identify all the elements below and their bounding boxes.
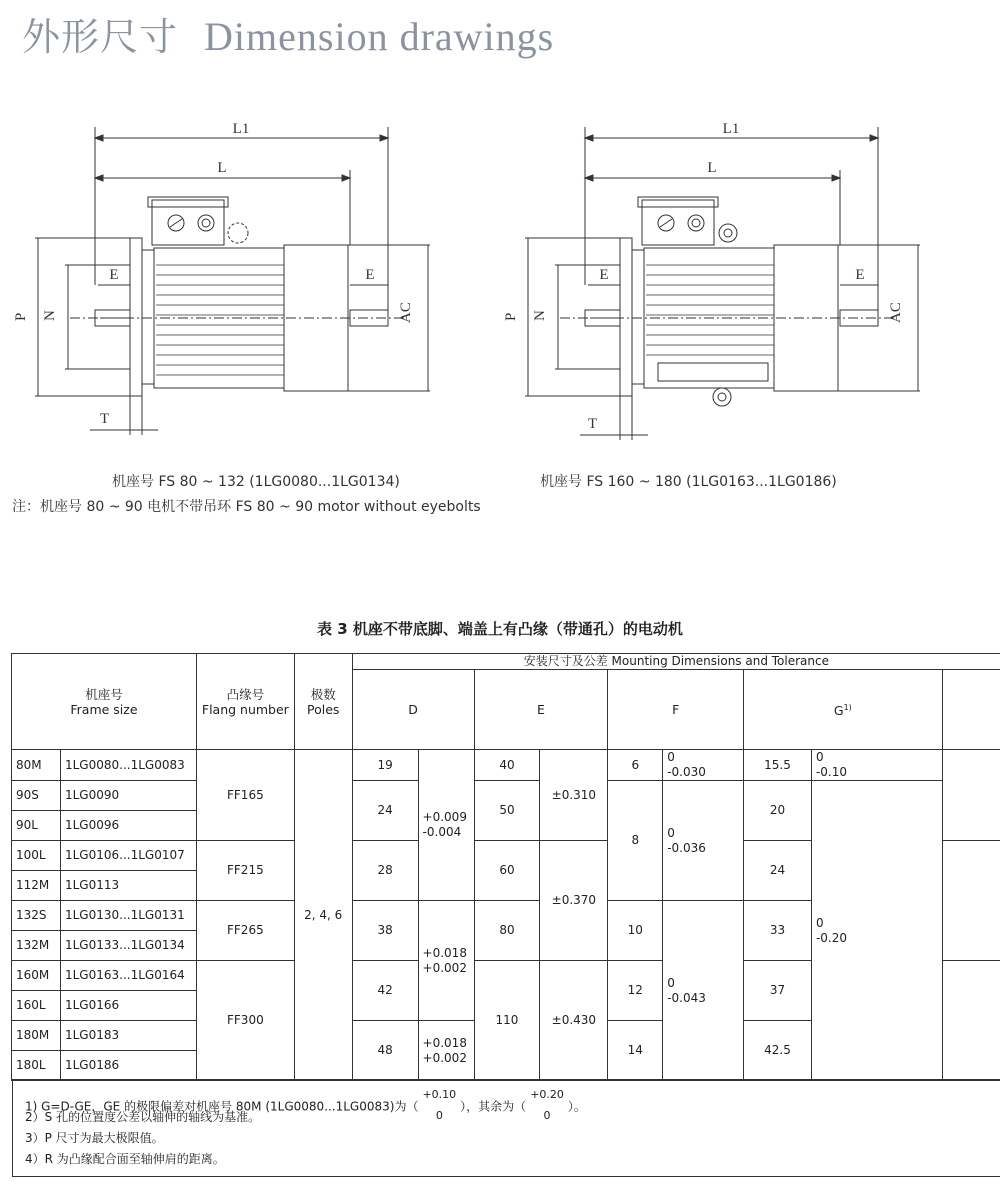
header-mounting: 安装尺寸及公差 Mounting Dimensions and Tolerance	[352, 654, 1000, 670]
dim-e-right: E	[365, 267, 375, 283]
caption-left: 机座号 FS 80 ~ 132 (1LG0080...1LG0134)	[112, 474, 400, 490]
table-row: 132S 1LG0130...1LG0131 FF265 38 +0.018 +0.002 80 10 0 -0.043 33	[12, 901, 1000, 931]
drawing-fs80-132	[10, 105, 450, 445]
header-extra	[942, 670, 1000, 750]
table-row: 100L 1LG0106...1LG0107 FF215 28 60 ±0.370 24	[12, 841, 1000, 871]
table-row: 160M 1LG0163...1LG0164 FF300 42 110 ±0.430 12 37	[12, 961, 1000, 991]
drawing-fs160-180	[500, 105, 940, 445]
dim-ac: AC	[398, 302, 414, 323]
tolerance-fraction: +0.10 0	[422, 1088, 457, 1122]
dim-l1-label: L1	[722, 121, 740, 137]
table-row: 180M 1LG0183 48 +0.018 +0.002 14 42.5	[12, 1021, 1000, 1051]
note-3: 3）P 尺寸为最大极限值。	[25, 1131, 164, 1145]
header-poles: 极数 Poles	[294, 654, 352, 750]
title-en: Dimension drawings	[204, 14, 555, 59]
table-row: 90S 1LG0090 24 50 8 0 -0.036 20 0 -0.20	[12, 781, 1000, 811]
table-row: 160L 1LG0166	[12, 991, 1000, 1021]
header-flange: 凸缘号 Flang number	[196, 654, 294, 750]
header-e: E	[474, 670, 608, 750]
table-notes	[12, 1079, 1000, 1177]
note-1: 1) G=D-GE，GE 的极限偏差对机座号 80M (1LG0080...1LG0083)为（ +0.10 0 ），其余为（ +0.20 0 ）。	[25, 1086, 1000, 1107]
dim-e-left: E	[599, 267, 609, 283]
tolerance-fraction: +0.20 0	[530, 1088, 564, 1122]
drawing-note: 注：机座号 80 ~ 90 电机不带吊环 FS 80 ~ 90 motor without eyebolts	[12, 499, 481, 515]
table-row: 90L 1LG0096	[12, 811, 1000, 841]
dim-n: N	[532, 310, 548, 321]
page-title	[22, 6, 554, 61]
table-row: 132M 1LG0133...1LG0134	[12, 931, 1000, 961]
dim-ac: AC	[888, 302, 904, 323]
table-row: 180L 1LG0186	[12, 1051, 1000, 1081]
caption-right: 机座号 FS 160 ~ 180 (1LG0163...1LG0186)	[540, 474, 837, 490]
header-frame: 机座号 Frame size	[12, 654, 197, 750]
table-row: 80M 1LG0080...1LG0083 FF165 2, 4, 6 19 +0.009 -0.004 40 ±0.310 6 0 -0.030 15.5 0 -0.10	[12, 750, 1000, 781]
header-d: D	[352, 670, 474, 750]
dim-t: T	[588, 416, 598, 432]
dim-l-label: L	[217, 160, 227, 176]
dim-l-label: L	[707, 160, 717, 176]
dim-p: P	[503, 312, 519, 321]
dim-n: N	[42, 310, 58, 321]
table-caption: 表 3 机座不带底脚、端盖上有凸缘（带通孔）的电动机	[317, 620, 683, 638]
note-2: 2）S 孔的位置度公差以轴伸的轴线为基准。	[25, 1110, 261, 1124]
dim-t: T	[100, 411, 110, 427]
dim-e-right: E	[855, 267, 865, 283]
note-4: 4）R 为凸缘配合面至轴伸肩的距离。	[25, 1152, 225, 1166]
header-row-1	[12, 654, 1000, 670]
dim-l1-label: L1	[232, 121, 250, 137]
dim-e-left: E	[109, 267, 119, 283]
header-g: $G^{1)}$	[744, 670, 943, 750]
title-cn: 外形尺寸	[22, 15, 179, 59]
dimension-table	[11, 653, 1000, 1081]
dim-p: P	[13, 312, 29, 321]
header-f: F	[608, 670, 744, 750]
table-row: 112M 1LG0113	[12, 871, 1000, 901]
